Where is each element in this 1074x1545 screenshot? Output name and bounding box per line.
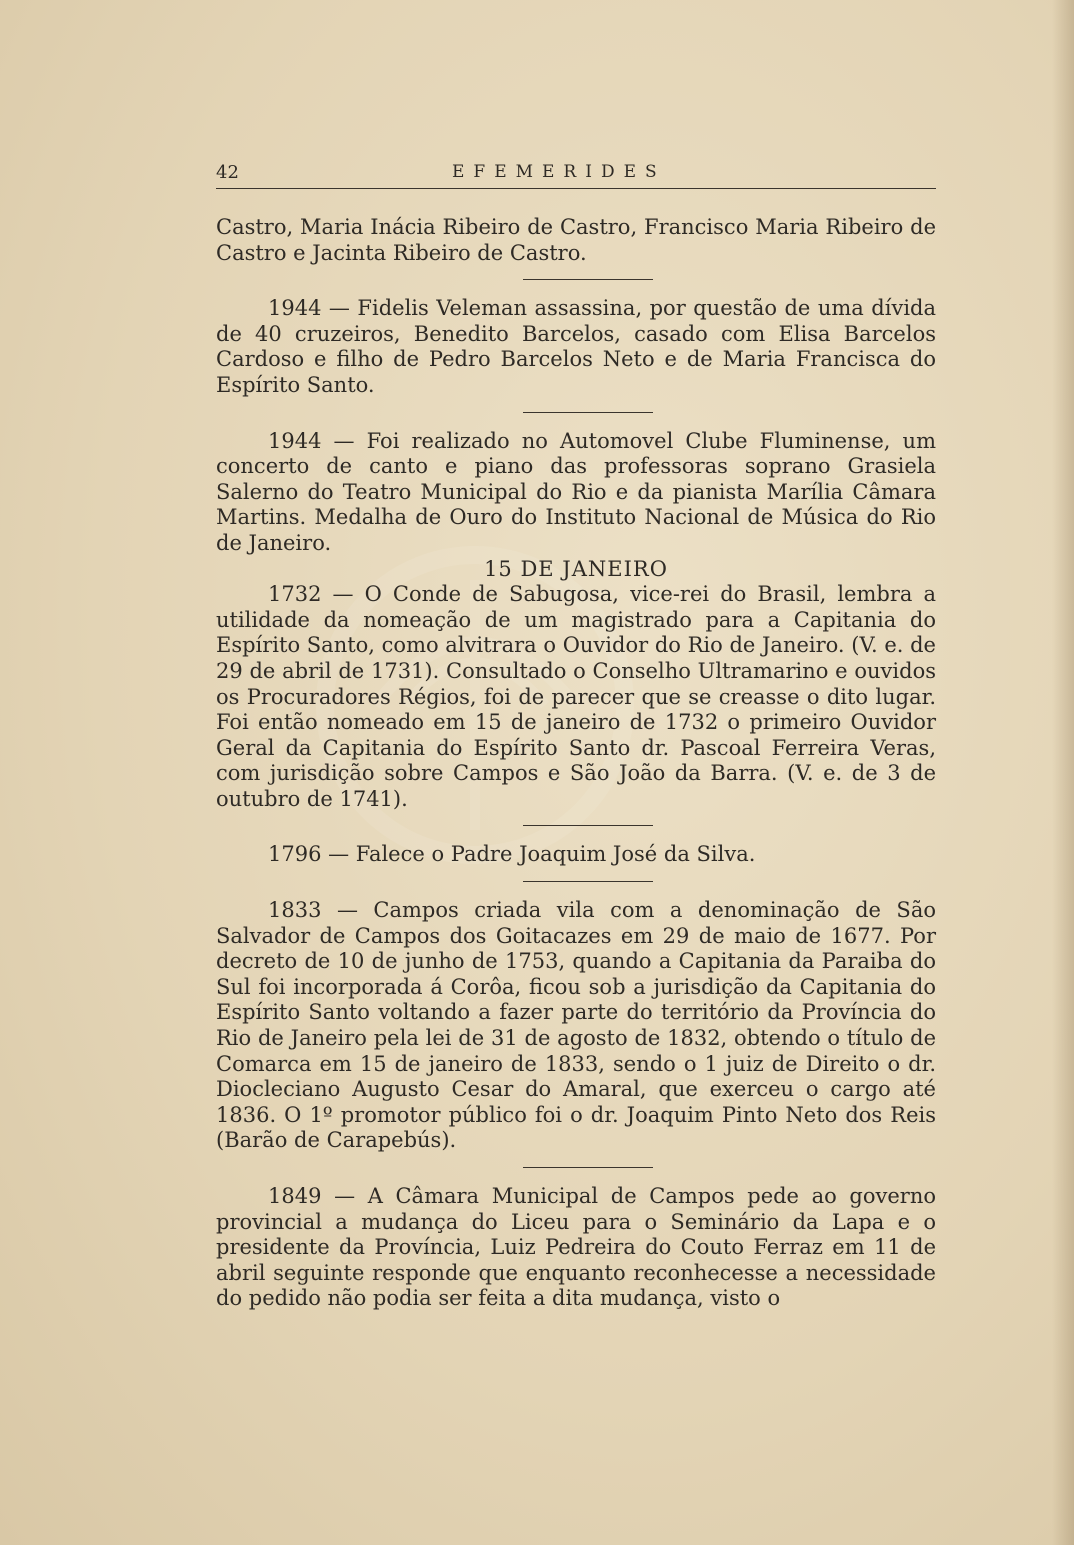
section-divider — [523, 279, 653, 280]
section-divider — [523, 825, 653, 826]
date-heading: 15 DE JANEIRO — [484, 556, 668, 581]
book-title: EFEMERIDES — [452, 162, 666, 182]
page-edge-shadow — [1052, 0, 1074, 1545]
paragraph-continuation: Castro, Maria Inácia Ribeiro de Castro, Francisco Maria Ribeiro de Castro e Jacinta Ribeiro de Castro. — [216, 215, 936, 265]
entry-1732: 1732 — O Conde de Sabugosa, vice-rei do Brasil, lembra a utilidade da nomeação de um magistrado para a Capitania do Espírito Santo, como alvitrara o Ouvidor do Rio de Janeiro. (V. e. de 29 de abril de 1731). Consultado o Conselho Ultramarino e ouvidos os Procuradores Régios, foi de parecer que se creasse o dito lugar. Foi então nomeado em 15 de janeiro de 1732 o primeiro Ouvidor Geral da Capitania do Espírito Santo dr. Pascoal Ferreira Veras, com jurisdição sobre Campos e São João da Barra. (V. e. de 3 de outubro de 1741). — [216, 582, 936, 811]
entry-1944-fidelis: 1944 — Fidelis Veleman assassina, por questão de uma dívida de 40 cruzeiros, Benedito Barcelos, casado com Elisa Barcelos Cardoso e filho de Pedro Barcelos Neto e de Maria Francisca do Espírito Santo. — [216, 296, 936, 397]
entry-1944-concerto: 1944 — Foi realizado no Automovel Clube Fluminense, um concerto de canto e piano das professoras soprano Grasiela Salerno do Teatro Municipal do Rio e da pianista Marília Câmara Martins. Medalha de Ouro do Instituto Nacional de Música do Rio de Janeiro. — [216, 428, 936, 555]
running-head — [216, 162, 936, 189]
section-divider — [523, 412, 653, 413]
body-text — [216, 215, 936, 1312]
entry-1796: 1796 — Falece o Padre Joaquim José da Silva. — [268, 842, 756, 867]
entry-1833: 1833 — Campos criada vila com a denominação de São Salvador de Campos dos Goitacazes em 29 de maio de 1677. Por decreto de 10 de junho de 1753, quando a Capitania da Paraiba do Sul foi incorporada á Corôa, ficou sob a jurisdição da Capitania do Espírito Santo voltando a fazer parte do território da Província do Rio de Janeiro pela lei de 31 de agosto de 1832, obtendo o título de Comarca em 15 de janeiro de 1833, sendo o 1 juiz de Direito o dr. Diocleciano Augusto Cesar do Amaral, que exerceu o cargo até 1836. O 1º promotor público foi o dr. Joaquim Pinto Neto dos Reis (Barão de Carapebús). — [216, 898, 936, 1153]
page-number: 42 — [216, 162, 239, 183]
entry-1849: 1849 — A Câmara Municipal de Campos pede ao governo provincial a mudança do Liceu para o Seminário da Lapa e o presidente da Província, Luiz Pedreira do Couto Ferraz em 11 de abril seguinte responde que enquanto reconhecesse a necessidade do pedido não podia ser feita a dita mudança, visto o — [216, 1184, 936, 1311]
section-divider — [523, 881, 653, 882]
section-divider — [523, 1167, 653, 1168]
